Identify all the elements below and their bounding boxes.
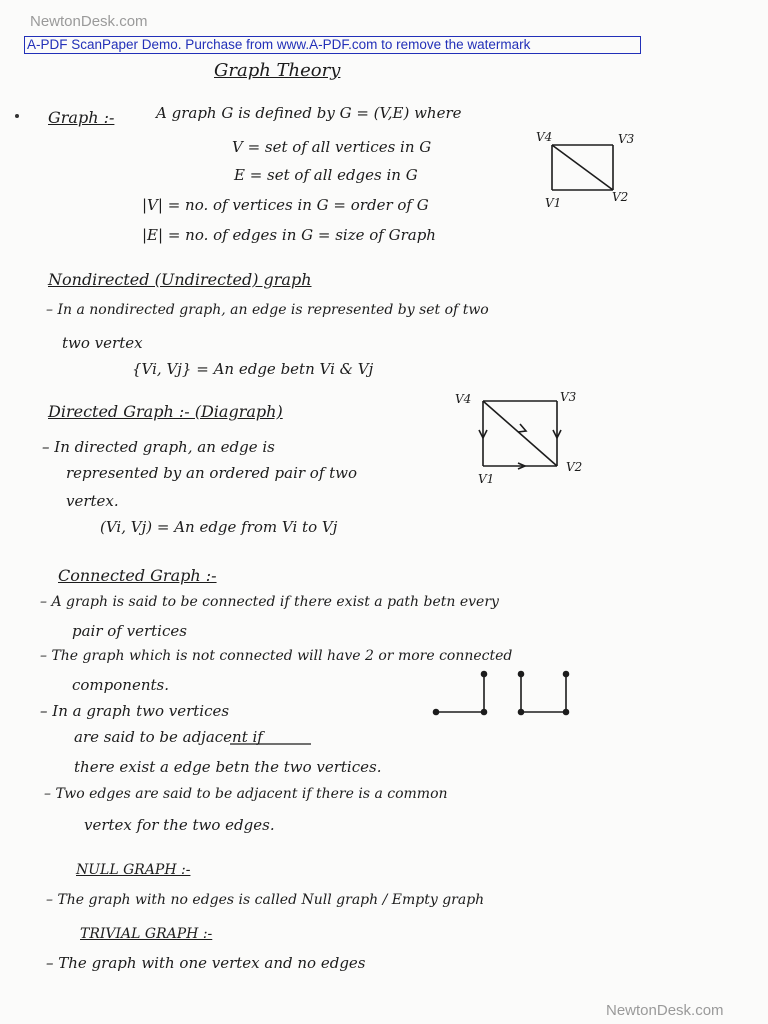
null-graph-line: – The graph with no edges is called Null graph / Empty graph [46, 892, 485, 908]
connected-bullet-3b: are said to be adjacent if [74, 728, 263, 746]
connected-bullet-2a: – The graph which is not connected will have 2 or more connected [40, 648, 513, 664]
undirected-line-1: – In a nondirected graph, an edge is represented by set of two [46, 302, 489, 318]
directed-line-3: vertex. [66, 492, 119, 510]
null-graph-heading: NULL GRAPH :- [76, 862, 191, 878]
graph-definition: A graph G is defined by G = (V,E) where [156, 104, 462, 122]
graph-label-v1: V1 [545, 196, 562, 210]
watermark-site-bottom: NewtonDesk.com [606, 1002, 724, 1019]
connected-bullet-3c: there exist a edge betn the two vertices. [74, 758, 382, 776]
connected-bullet-4a: – Two edges are said to be adjacent if there is a common [44, 786, 448, 802]
trivial-graph-line: – The graph with one vertex and no edges [46, 954, 366, 972]
margin-dot [15, 114, 19, 118]
watermark-site-top: NewtonDesk.com [30, 13, 148, 30]
graph-label-v4: V4 [536, 130, 553, 144]
graph-vertex-set: V = set of all vertices in G [232, 138, 432, 156]
connected-bullet-4b: vertex for the two edges. [84, 816, 275, 834]
undirected-formula: {Vi, Vj} = An edge betn Vi & Vj [132, 360, 374, 378]
directed-line-1: – In directed graph, an edge is [42, 438, 275, 456]
connected-bullet-2b: components. [72, 676, 169, 694]
directed-label-v3: V3 [560, 390, 577, 404]
undirected-heading: Nondirected (Undirected) graph [48, 270, 312, 289]
connected-bullet-3a: – In a graph two vertices [40, 702, 230, 720]
directed-label-v1: V1 [478, 472, 495, 486]
directed-label-v4: V4 [455, 392, 472, 406]
directed-line-2: represented by an ordered pair of two [66, 464, 358, 482]
trivial-graph-heading: TRIVIAL GRAPH :- [80, 926, 213, 942]
graph-edge-set: E = set of all edges in G [234, 166, 418, 184]
undirected-square-graph [552, 145, 613, 190]
directed-square-graph [479, 401, 561, 469]
connected-bullet-1b: pair of vertices [72, 622, 187, 640]
graph-label-v2: V2 [612, 190, 629, 204]
watermark-banner[interactable]: A-PDF ScanPaper Demo. Purchase from www.A-PDF.com to remove the watermark [24, 36, 641, 54]
connected-heading: Connected Graph :- [58, 566, 217, 585]
graph-heading: Graph :- [48, 108, 115, 127]
graph-size: |E| = no. of edges in G = size of Graph [142, 226, 436, 244]
graph-label-v3: V3 [618, 132, 635, 146]
disconnected-graph-diagram [434, 672, 569, 715]
directed-label-v2: V2 [566, 460, 583, 474]
connected-bullet-1a: – A graph is said to be connected if there exist a path betn every [40, 594, 499, 610]
directed-formula: (Vi, Vj) = An edge from Vi to Vj [100, 518, 338, 536]
undirected-line-2: two vertex [62, 334, 143, 352]
directed-heading: Directed Graph :- (Diagraph) [48, 402, 283, 421]
page-title: Graph Theory [214, 60, 341, 81]
graph-order: |V| = no. of vertices in G = order of G [142, 196, 429, 214]
